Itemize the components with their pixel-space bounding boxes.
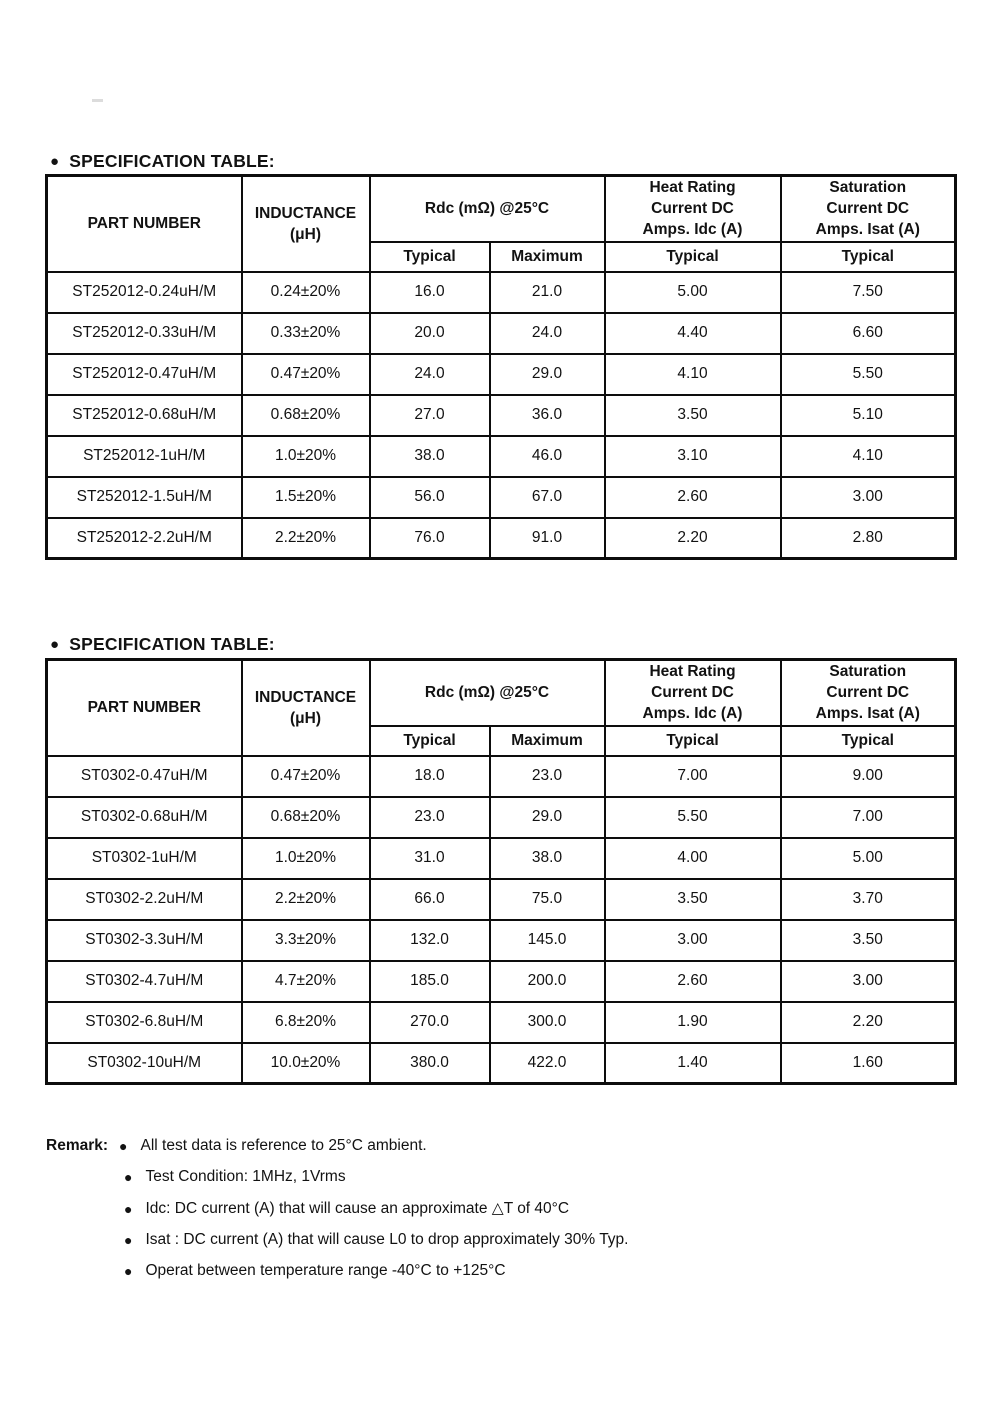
- table-cell: 0.24±20%: [242, 272, 370, 313]
- table-cell: 23.0: [370, 797, 490, 838]
- table-cell: 1.90: [605, 1002, 781, 1043]
- table-cell: ST0302-1uH/M: [47, 838, 242, 879]
- table-cell: 3.70: [781, 879, 956, 920]
- table-cell: 24.0: [370, 354, 490, 395]
- table-row: [47, 272, 956, 313]
- table-cell: 18.0: [370, 756, 490, 797]
- header-line: Amps. Idc (A): [642, 705, 743, 723]
- table-row: [47, 395, 956, 436]
- remark-line: [46, 1137, 628, 1155]
- table-cell: ST0302-0.68uH/M: [47, 797, 242, 838]
- table-cell: 9.00: [781, 756, 956, 797]
- table-row: [47, 797, 956, 838]
- table-cell: 2.60: [605, 477, 781, 518]
- header-line: Current DC: [651, 684, 734, 702]
- spec-table-1: [45, 174, 957, 560]
- table-cell: 0.47±20%: [242, 354, 370, 395]
- remark-text: Idc: DC current (A) that will cause an approximate △T of 40°C: [145, 1200, 570, 1217]
- section-title-text: SPECIFICATION TABLE:: [69, 634, 275, 654]
- table-row: [47, 313, 956, 354]
- remark-block: [46, 1137, 628, 1280]
- spec-table-2-body: [47, 756, 956, 1084]
- table-cell: ST0302-3.3uH/M: [47, 920, 242, 961]
- table-cell: 2.60: [605, 961, 781, 1002]
- header-line: INDUCTANCE: [254, 688, 357, 706]
- col-header-saturation: [781, 176, 956, 242]
- header-line: Amps. Idc (A): [642, 221, 743, 239]
- table-cell: 3.00: [781, 477, 956, 518]
- col-header-inductance: [242, 176, 370, 272]
- table-row: [47, 920, 956, 961]
- subheader-rdc-typical: Typical: [370, 726, 490, 756]
- bullet-icon: ●: [119, 1138, 128, 1154]
- table-cell: 200.0: [490, 961, 605, 1002]
- header-line: Current DC: [651, 200, 734, 218]
- table-cell: 2.20: [605, 518, 781, 559]
- remark-line: [124, 1199, 628, 1218]
- remark-text: All test data is reference to 25°C ambient.: [140, 1137, 427, 1154]
- table-cell: 5.50: [605, 797, 781, 838]
- table-cell: 300.0: [490, 1002, 605, 1043]
- subheader-saturation-typical: Typical: [781, 726, 956, 756]
- spec-table-2: [45, 658, 957, 1085]
- spec-table-1-header: [47, 176, 956, 272]
- table-cell: 1.5±20%: [242, 477, 370, 518]
- table-cell: 6.60: [781, 313, 956, 354]
- table-cell: 1.60: [781, 1043, 956, 1084]
- table-row: [47, 838, 956, 879]
- col-header-rdc: Rdc (mΩ) @25°C: [370, 660, 605, 726]
- table-cell: 16.0: [370, 272, 490, 313]
- col-header-rdc: Rdc (mΩ) @25°C: [370, 176, 605, 242]
- table-cell: 67.0: [490, 477, 605, 518]
- header-line: Current DC: [826, 684, 910, 702]
- table-cell: 2.80: [781, 518, 956, 559]
- bullet-icon: ●: [50, 636, 60, 653]
- table-cell: 56.0: [370, 477, 490, 518]
- table-cell: 20.0: [370, 313, 490, 354]
- bullet-icon: ●: [124, 1200, 133, 1217]
- header-line: Heat Rating: [649, 179, 736, 197]
- bullet-icon: ●: [124, 1232, 133, 1248]
- table-row: [47, 354, 956, 395]
- table-cell: 422.0: [490, 1043, 605, 1084]
- remark-label: Remark:: [46, 1137, 109, 1154]
- table-cell: 1.0±20%: [242, 838, 370, 879]
- header-line: INDUCTANCE: [254, 204, 357, 222]
- section-title-text: SPECIFICATION TABLE:: [69, 151, 275, 171]
- table-cell: 3.00: [781, 961, 956, 1002]
- section-title-1: [50, 151, 275, 172]
- subheader-rdc-typical: Typical: [370, 242, 490, 272]
- table-cell: 3.50: [781, 920, 956, 961]
- subheader-heat-typical: Typical: [605, 242, 781, 272]
- bullet-icon: ●: [124, 1263, 133, 1279]
- table-cell: 5.00: [781, 838, 956, 879]
- table-cell: ST0302-10uH/M: [47, 1043, 242, 1084]
- col-header-part-number: PART NUMBER: [47, 176, 242, 272]
- table-cell: 5.50: [781, 354, 956, 395]
- col-header-saturation: [781, 660, 956, 726]
- spec-table-1-body: [47, 272, 956, 559]
- subheader-heat-typical: Typical: [605, 726, 781, 756]
- table-cell: 91.0: [490, 518, 605, 559]
- table-cell: 3.50: [605, 879, 781, 920]
- table-row: [47, 1002, 956, 1043]
- scan-artifact-mark: [92, 99, 103, 102]
- table-cell: 24.0: [490, 313, 605, 354]
- table-cell: 0.47±20%: [242, 756, 370, 797]
- table-cell: 2.2±20%: [242, 518, 370, 559]
- table-cell: 38.0: [370, 436, 490, 477]
- header-line: (μH): [290, 709, 321, 727]
- table-cell: 36.0: [490, 395, 605, 436]
- subheader-rdc-maximum: Maximum: [490, 726, 605, 756]
- table-cell: 3.50: [605, 395, 781, 436]
- header-row-groups: [47, 176, 956, 242]
- header-line: Heat Rating: [649, 663, 736, 681]
- bullet-icon: ●: [124, 1169, 133, 1185]
- table-cell: ST252012-1.5uH/M: [47, 477, 242, 518]
- table-cell: 5.10: [781, 395, 956, 436]
- table-cell: 66.0: [370, 879, 490, 920]
- header-line: (μH): [290, 225, 321, 243]
- table-cell: 0.68±20%: [242, 395, 370, 436]
- table-cell: 38.0: [490, 838, 605, 879]
- table-cell: 27.0: [370, 395, 490, 436]
- table-row: [47, 436, 956, 477]
- table-cell: ST252012-0.68uH/M: [47, 395, 242, 436]
- table-row: [47, 1043, 956, 1084]
- remark-text: Isat : DC current (A) that will cause L0 to drop approximately 30% Typ.: [145, 1231, 629, 1248]
- header-line: Amps. Isat (A): [815, 705, 920, 723]
- table-cell: 270.0: [370, 1002, 490, 1043]
- table-cell: 6.8±20%: [242, 1002, 370, 1043]
- table-row: [47, 879, 956, 920]
- table-cell: 2.20: [781, 1002, 956, 1043]
- table-cell: ST252012-2.2uH/M: [47, 518, 242, 559]
- table-cell: ST252012-0.24uH/M: [47, 272, 242, 313]
- table-cell: 4.10: [605, 354, 781, 395]
- table-cell: 7.00: [781, 797, 956, 838]
- table-cell: 2.2±20%: [242, 879, 370, 920]
- section-title-2: [50, 634, 275, 655]
- col-header-heat-rating: [605, 660, 781, 726]
- subheader-rdc-maximum: Maximum: [490, 242, 605, 272]
- header-line: Amps. Isat (A): [815, 221, 920, 239]
- header-line: Current DC: [826, 200, 910, 218]
- table-cell: ST0302-2.2uH/M: [47, 879, 242, 920]
- table-row: [47, 477, 956, 518]
- table-cell: 380.0: [370, 1043, 490, 1084]
- table-cell: 132.0: [370, 920, 490, 961]
- remark-line: [124, 1231, 628, 1249]
- col-header-heat-rating: [605, 176, 781, 242]
- header-line: Saturation: [829, 179, 907, 197]
- subheader-saturation-typical: Typical: [781, 242, 956, 272]
- table-cell: 4.40: [605, 313, 781, 354]
- col-header-inductance: [242, 660, 370, 756]
- table-cell: 0.68±20%: [242, 797, 370, 838]
- table-cell: 21.0: [490, 272, 605, 313]
- table-row: [47, 756, 956, 797]
- remark-text: Operat between temperature range -40°C to +125°C: [145, 1262, 506, 1279]
- header-row-groups: [47, 660, 956, 726]
- table-cell: ST0302-4.7uH/M: [47, 961, 242, 1002]
- table-cell: 3.3±20%: [242, 920, 370, 961]
- table-cell: ST0302-0.47uH/M: [47, 756, 242, 797]
- table-cell: 7.00: [605, 756, 781, 797]
- table-cell: 29.0: [490, 797, 605, 838]
- table-cell: ST0302-6.8uH/M: [47, 1002, 242, 1043]
- table-cell: 23.0: [490, 756, 605, 797]
- table-cell: 185.0: [370, 961, 490, 1002]
- table-cell: 1.40: [605, 1043, 781, 1084]
- table-cell: ST252012-1uH/M: [47, 436, 242, 477]
- table-cell: 46.0: [490, 436, 605, 477]
- remark-line: [124, 1262, 628, 1280]
- col-header-part-number: PART NUMBER: [47, 660, 242, 756]
- table-cell: ST252012-0.33uH/M: [47, 313, 242, 354]
- table-cell: 1.0±20%: [242, 436, 370, 477]
- remark-text: Test Condition: 1MHz, 1Vrms: [145, 1168, 346, 1185]
- table-cell: 4.00: [605, 838, 781, 879]
- table-row: [47, 518, 956, 559]
- table-cell: 10.0±20%: [242, 1043, 370, 1084]
- table-cell: 75.0: [490, 879, 605, 920]
- table-cell: ST252012-0.47uH/M: [47, 354, 242, 395]
- table-cell: 29.0: [490, 354, 605, 395]
- bullet-icon: ●: [50, 153, 60, 170]
- remark-line: [124, 1168, 628, 1186]
- table-cell: 4.10: [781, 436, 956, 477]
- table-cell: 145.0: [490, 920, 605, 961]
- spec-table-2-header: [47, 660, 956, 756]
- table-cell: 7.50: [781, 272, 956, 313]
- table-cell: 76.0: [370, 518, 490, 559]
- header-line: Saturation: [829, 663, 907, 681]
- table-cell: 4.7±20%: [242, 961, 370, 1002]
- table-row: [47, 961, 956, 1002]
- table-cell: 3.10: [605, 436, 781, 477]
- table-cell: 31.0: [370, 838, 490, 879]
- table-cell: 0.33±20%: [242, 313, 370, 354]
- table-cell: 5.00: [605, 272, 781, 313]
- table-cell: 3.00: [605, 920, 781, 961]
